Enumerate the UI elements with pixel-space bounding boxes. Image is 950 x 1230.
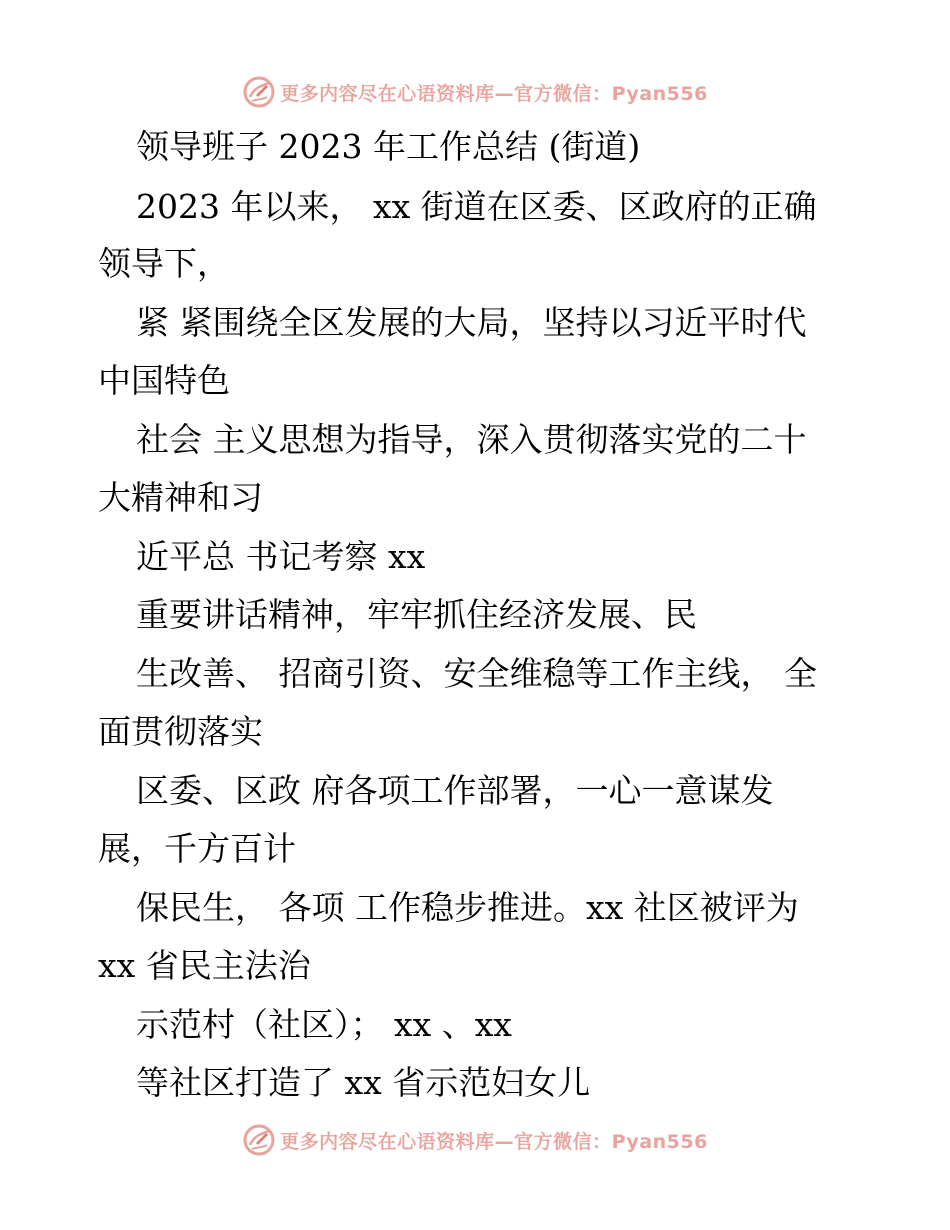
pen-swirl-logo-icon <box>242 75 276 109</box>
paragraph-line: 中国特色 <box>98 361 230 400</box>
paragraph-line: 紧 紧围绕全区发展的大局，坚持以习近平时代 <box>136 303 807 342</box>
footer-banner[interactable] <box>0 1120 950 1160</box>
paragraph-line: 近平总 书记考察 xx <box>136 537 426 576</box>
header-banner[interactable] <box>0 72 950 112</box>
paragraph-line: 等社区打造了 xx 省示范妇女儿 <box>136 1063 591 1102</box>
footer-banner-text: 更多内容尽在心语资料库—官方微信：Pyan556 <box>280 1130 708 1153</box>
paragraph-line: 大精神和习 <box>98 478 263 517</box>
paragraph-line: 生改善、 招商引资、安全维稳等工作主线， 全 <box>136 654 817 693</box>
paragraph-line: xx 省民主法治 <box>98 946 311 985</box>
paragraph-line: 领导下， <box>98 244 230 283</box>
paragraph-line: 示范村（社区）； xx 、xx <box>136 1005 512 1044</box>
paragraph-line: 面贯彻落实 <box>98 712 263 751</box>
pen-swirl-logo-icon <box>242 1123 276 1157</box>
document-title: 领导班子 2023 年工作总结 (街道) <box>136 127 641 166</box>
paragraph-line: 区委、区政 府各项工作部署，一心一意谋发 <box>136 771 774 810</box>
paragraph-line: 展，千方百计 <box>98 829 296 868</box>
paragraph-line: 2023 年以来， xx 街道在区委、区政府的正确 <box>136 187 817 226</box>
paragraph-line: 重要讲话精神，牢牢抓住经济发展、民 <box>136 595 697 634</box>
header-banner-text: 更多内容尽在心语资料库—官方微信：Pyan556 <box>280 82 708 105</box>
paragraph-line: 社会 主义思想为指导，深入贯彻落实党的二十 <box>136 420 807 459</box>
paragraph-line: 保民生， 各项 工作稳步推进。xx 社区被评为 <box>136 888 799 927</box>
